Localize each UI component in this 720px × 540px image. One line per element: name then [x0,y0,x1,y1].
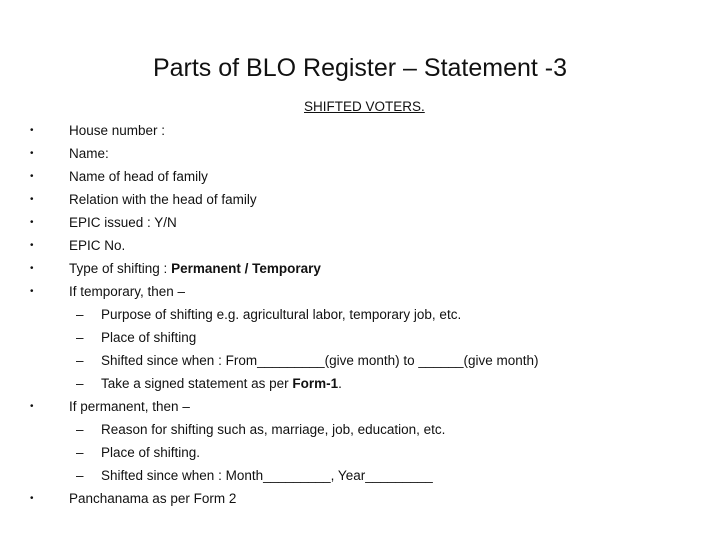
item-epic-no: EPIC No. [69,238,126,253]
item-if-permanent: If permanent, then – [69,399,190,414]
dash-marker: – [76,307,84,322]
bullet-marker: • [30,263,34,274]
bullet-marker: • [30,401,34,412]
permanent-place: Place of shifting. [101,445,201,460]
item-name: Name: [69,146,109,161]
bullet-marker: • [30,240,34,251]
permanent-reason: Reason for shifting such as, marriage, job, education, etc. [101,422,446,437]
bullet-marker: • [30,125,34,136]
bullet-marker: • [30,194,34,205]
item-if-temporary: If temporary, then – [69,284,186,299]
bullet-marker: • [30,148,34,159]
shifting-type-label: Type of shifting : [69,261,172,276]
statement-text: Take a signed statement as per [101,376,293,391]
bullet-marker: • [30,286,34,297]
dash-marker: – [76,376,84,391]
bullet-marker: • [30,493,34,504]
dash-marker: – [76,422,84,437]
temporary-purpose: Purpose of shifting e.g. agricultural labor, temporary job, etc. [101,307,462,322]
statement-form: Form-1 [292,376,339,391]
item-house-number: House number : [69,123,166,138]
item-head-of-family: Name of head of family [69,169,208,184]
dash-marker: – [76,353,84,368]
temporary-since: Shifted since when : From_________(give month) to ______(give month) [101,353,539,368]
temporary-place: Place of shifting [101,330,197,345]
bullet-marker: • [30,217,34,228]
statement-period: . [338,376,342,391]
dash-marker: – [76,445,84,460]
bullet-marker: • [30,171,34,182]
item-relation: Relation with the head of family [69,192,257,207]
item-panchanama: Panchanama as per Form 2 [69,491,237,506]
temporary-statement [101,374,342,394]
section-heading: SHIFTED VOTERS. [304,99,425,114]
permanent-since: Shifted since when : Month_________, Year_________ [101,468,433,483]
slide-title: Parts of BLO Register – Statement -3 [152,54,568,82]
item-epic-issued: EPIC issued : Y/N [69,215,177,230]
item-shifting-type [69,259,321,279]
dash-marker: – [76,330,84,345]
dash-marker: – [76,468,84,483]
shifting-type-options: Permanent / Temporary [171,261,321,276]
